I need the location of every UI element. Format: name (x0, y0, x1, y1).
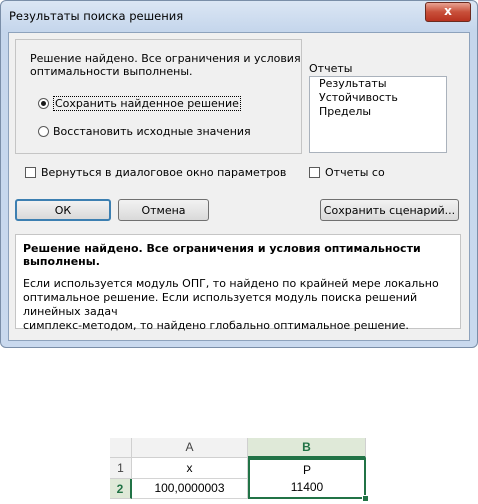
info-panel (15, 234, 461, 332)
save-scenario-button[interactable]: Сохранить сценарий... (320, 199, 459, 221)
column-header-a[interactable]: A (132, 438, 248, 458)
spreadsheet-grid (110, 438, 368, 500)
checkbox[interactable] (25, 167, 36, 178)
fill-handle[interactable] (362, 495, 369, 502)
reports-list[interactable] (309, 76, 447, 153)
result-group (15, 39, 302, 154)
close-button[interactable] (425, 2, 471, 22)
cell-a1[interactable]: x (132, 458, 248, 479)
cell-b1[interactable]: P (248, 458, 366, 479)
info-line: Если используется модуль ОПГ, то найдено по крайней мере локально (23, 277, 439, 290)
dialog-title: Результаты поиска решения (9, 9, 184, 23)
radio-keep-label: Сохранить найденное решение (55, 97, 239, 110)
radio-keep-solution[interactable] (38, 96, 241, 111)
result-message-line1: Решение найдено. Все ограничения и условия (30, 52, 301, 65)
title-bar (1, 1, 477, 31)
info-line: симплекс-методом, то найдено глобально оптимальное решение. (23, 319, 409, 332)
reports-label: Отчеты (309, 62, 353, 75)
result-message (30, 52, 301, 78)
radio-restore-label: Восстановить исходные значения (53, 125, 251, 138)
result-message-line2: оптимальности выполнены. (30, 65, 193, 78)
cell-b2[interactable]: 11400 (248, 479, 366, 499)
row-header-1[interactable]: 1 (110, 458, 132, 479)
checkbox[interactable] (309, 167, 320, 178)
report-item[interactable]: Пределы (319, 105, 372, 118)
cell-a2[interactable]: 100,0000003 (132, 479, 248, 499)
row-header-2[interactable]: 2 (110, 479, 132, 499)
report-item[interactable]: Устойчивость (319, 91, 398, 104)
back-to-params-label: Вернуться в диалоговое окно параметров (41, 166, 287, 179)
cancel-button[interactable]: Отмена (118, 199, 209, 221)
column-header-b[interactable]: B (248, 438, 366, 458)
info-header: Решение найдено. Все ограничения и условия оптимальности выполнены. (23, 242, 421, 268)
outline-reports-checkbox[interactable] (309, 166, 385, 179)
dialog-body (8, 32, 470, 341)
radio-restore-values[interactable] (38, 125, 251, 138)
info-text (23, 277, 459, 333)
outline-reports-label: Отчеты со (325, 166, 385, 179)
radio-button-selected[interactable] (38, 98, 49, 109)
select-all-corner[interactable] (110, 438, 132, 458)
report-item[interactable]: Результаты (319, 77, 387, 90)
info-line: оптимальное решение. Если используется модуль поиска решений линейных задач (23, 291, 418, 318)
ok-button[interactable]: ОК (15, 199, 111, 221)
radio-button[interactable] (38, 126, 49, 137)
back-to-params-checkbox[interactable] (25, 166, 286, 179)
close-icon: x (444, 4, 452, 18)
